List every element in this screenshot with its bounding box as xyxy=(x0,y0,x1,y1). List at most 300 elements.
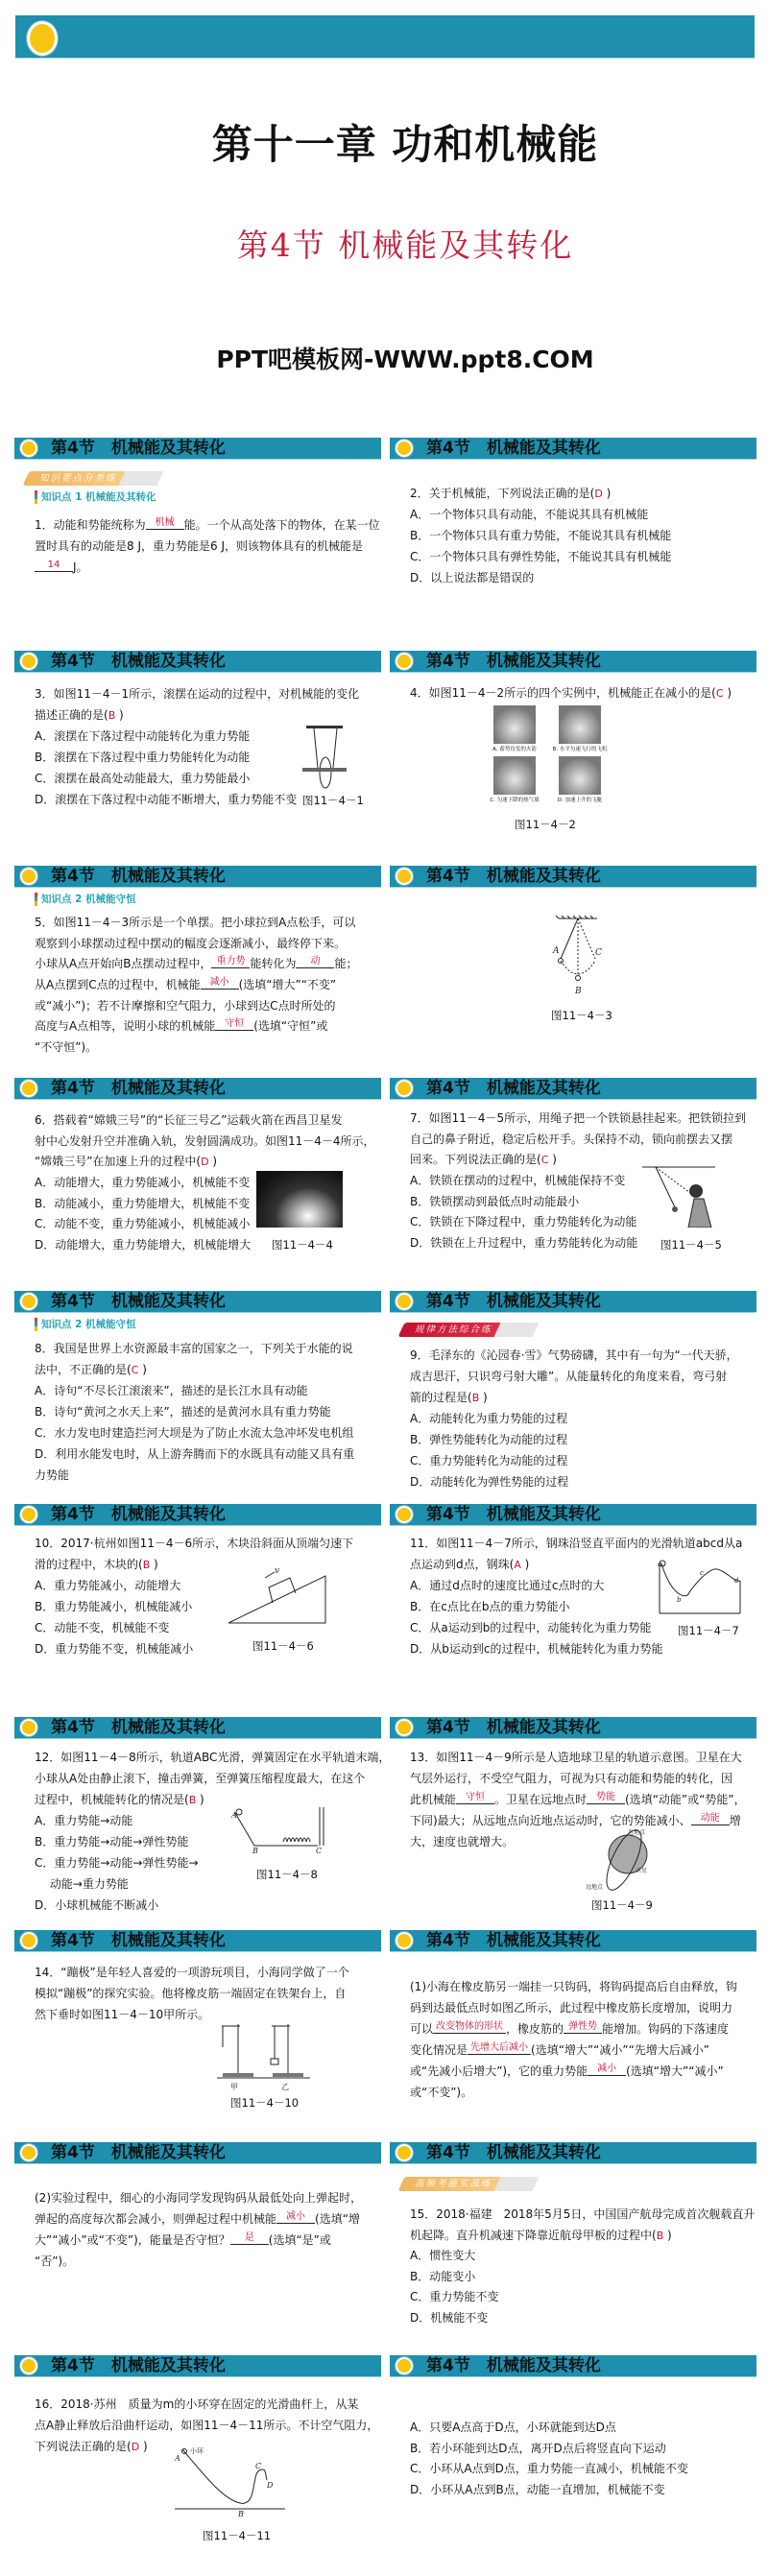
text-line xyxy=(410,2205,755,2226)
text: C．滚摆在最高处动能最大，重力势能最小 xyxy=(35,772,251,785)
text: D．从b运动到c的过程中，机械能转化为重力势能 xyxy=(410,1642,663,1656)
chapter-title: 第十一章 功和机械能 xyxy=(211,121,599,168)
sun-logo-icon xyxy=(396,1080,413,1097)
title-slide-header-bar xyxy=(15,15,755,59)
figure-label: 小环 xyxy=(190,2447,204,2455)
choice-answer: A xyxy=(514,1559,521,1571)
text: 描述正确的是( xyxy=(35,708,108,722)
text-line xyxy=(35,2251,362,2272)
text: D．动能增大，重力势能增大，机械能增大 xyxy=(35,1238,252,1252)
question-text xyxy=(35,913,357,1059)
slide-header-bar xyxy=(390,2355,756,2377)
choice-answer: C xyxy=(540,1154,549,1167)
choice-answer: D xyxy=(131,2441,140,2453)
text-line xyxy=(410,2267,755,2288)
text: 码到达最低点时如图乙所示，此过程中橡皮筋长度增加，说明力 xyxy=(410,2001,733,2015)
text: C．动能不变，机械能不变 xyxy=(35,1621,170,1634)
fill-in-answer: 守恒 xyxy=(215,1018,253,1031)
text: 法中，不正确的是( xyxy=(35,1363,132,1376)
slide xyxy=(14,1291,381,1504)
slide-header-title: 第4节 机械能及其转化 xyxy=(426,1505,601,1524)
text-line xyxy=(35,1110,375,1132)
figure-label: 卫星 xyxy=(636,1868,648,1874)
photo-caption: A. 蓄势待发的火箭 xyxy=(492,747,537,752)
slide-header-title: 第4节 机械能及其转化 xyxy=(51,652,226,671)
slide-header-title: 第4节 机械能及其转化 xyxy=(51,2143,226,2162)
text: 高度与A点相等，说明小球的机械能 xyxy=(35,1019,216,1034)
text: 10．2017·杭州如图11－4－6所示，木块沿斜面从顶端匀速下 xyxy=(35,1537,354,1550)
figure-label: 远地点 xyxy=(586,1884,604,1891)
text: 14．“蹦极”是年轻人喜爱的一项游玩项目，小海同学做了一个 xyxy=(35,1966,349,1979)
question-text xyxy=(35,1747,390,1916)
photo-caption: C. 匀速下降的热气球 xyxy=(490,798,540,803)
text-line xyxy=(35,954,357,975)
figure-caption: 图11－4－4 xyxy=(272,1238,333,1252)
text-line xyxy=(410,1408,738,1429)
photo-image xyxy=(493,705,536,744)
text-line xyxy=(410,2039,737,2061)
figure-satellite-orbit xyxy=(586,1829,664,1895)
text-line xyxy=(35,683,359,704)
text-line xyxy=(410,546,671,567)
slide-header-title: 第4节 机械能及其转化 xyxy=(426,1931,601,1950)
text-line xyxy=(35,975,357,996)
text: 2．关于机械能，下列说法正确的是( xyxy=(410,487,595,500)
question-text xyxy=(410,2205,755,2329)
text-line xyxy=(35,1533,353,1554)
text: 15．2018·福建 2018年5月5日，中国国产航母完成首次舰载直升 xyxy=(410,2207,756,2221)
figure-label: B xyxy=(252,1847,258,1853)
slide xyxy=(14,866,381,1079)
text: 弹起的高度每次都会减小，则弹起过程中机械能 xyxy=(35,2212,277,2226)
figure-pendulum xyxy=(551,915,605,1000)
choice-answer: B xyxy=(656,2229,664,2242)
text: 3．如图11－4－1所示，滚摆在运动的过程中，对机械能的变化 xyxy=(35,687,360,701)
text-line xyxy=(35,2415,378,2436)
text: ) xyxy=(520,1558,530,1571)
text: 射中心发射升空并准确入轨，发射圆满成功。如图11－4－4所示， xyxy=(35,1133,375,1148)
sun-logo-icon xyxy=(20,653,37,670)
text-line xyxy=(35,1359,354,1380)
text-line xyxy=(410,567,671,588)
fill-in-answer: 机械 xyxy=(146,517,184,530)
text: “不守恒”)。 xyxy=(35,1040,98,1055)
text: 置时具有的动能是8 J，重力势能是6 J，则该物体具有的机械能是 xyxy=(35,539,363,553)
slide xyxy=(390,2142,756,2355)
text-line xyxy=(35,2187,362,2208)
sun-logo-icon xyxy=(20,2357,37,2374)
text: 下列说法正确的是( xyxy=(35,2440,132,2453)
slide-header-title: 第4节 机械能及其转化 xyxy=(426,867,601,886)
slide-header-title: 第4节 机械能及其转化 xyxy=(426,2356,601,2375)
figure-label: a xyxy=(658,1561,662,1568)
text: 或“减小”)；若不计摩擦和空气阻力，小球到达C点时所处的 xyxy=(35,998,336,1013)
text: 能增加。钩码的下落速度 xyxy=(602,2022,730,2036)
slide xyxy=(14,1504,381,1717)
text: “否”)。 xyxy=(35,2254,75,2268)
text-line xyxy=(35,1152,375,1173)
choice-answer: C xyxy=(715,687,724,700)
text: 8．我国是世界上水资源最丰富的国家之一，下列关于水能的说 xyxy=(35,1342,353,1355)
text: 过程中，机械能转化的情况是( xyxy=(35,1793,189,1806)
slide-header-title: 第4节 机械能及其转化 xyxy=(51,1292,226,1311)
fill-in-answer: 先增大后减小 xyxy=(468,2042,531,2055)
text-line xyxy=(35,1895,390,1916)
slide xyxy=(14,2142,381,2355)
text-line xyxy=(410,2226,755,2247)
slide xyxy=(390,866,756,1079)
sun-logo-icon xyxy=(396,653,413,670)
figure-label: C xyxy=(255,2462,262,2470)
text: 或“不变”)。 xyxy=(410,2086,473,2099)
text-line xyxy=(35,2230,362,2251)
figure-iron-stands xyxy=(217,2022,310,2095)
slide-header-bar xyxy=(14,438,381,460)
question-text xyxy=(35,1338,354,1486)
figure-label: B xyxy=(575,987,582,996)
figure-spring-track xyxy=(231,1807,324,1857)
figure-caption: 图11－4－9 xyxy=(591,1898,653,1912)
text-line xyxy=(35,1132,375,1153)
photo-item xyxy=(551,705,609,752)
question-text xyxy=(410,1345,738,1492)
question-text xyxy=(35,514,380,578)
text-line xyxy=(410,1366,738,1387)
text-line xyxy=(35,2394,378,2415)
sun-logo-icon xyxy=(20,2144,37,2161)
text-line xyxy=(410,2439,688,2460)
text-line xyxy=(410,1130,746,1151)
figure-caption: 图11－4－11 xyxy=(203,2529,272,2542)
text: D．滚摆在下落过程中动能不断增大，重力势能不变 xyxy=(35,793,298,806)
question-text xyxy=(410,1976,737,2103)
text: 下同)最大；从远地点向近地点运动时，它的势能减小、 xyxy=(410,1814,691,1827)
question-text xyxy=(410,1747,746,1852)
slide-header-bar xyxy=(390,1717,756,1739)
text-line xyxy=(410,1450,738,1471)
text-line xyxy=(410,525,671,546)
text-line xyxy=(410,1976,737,1997)
text: ，橡皮筋的 xyxy=(506,2022,564,2036)
slide-header-bar xyxy=(390,651,756,673)
text-line xyxy=(410,2061,737,2082)
text: A．动能增大，重力势能减小，机械能不变 xyxy=(35,1176,251,1190)
text-line xyxy=(35,1038,357,1059)
site-watermark: PPT吧模板网-WWW.ppt8.COM xyxy=(216,346,594,373)
text: 成吉思汗，只识弯弓射大雕”。从能量转化的角度来看，弯弓射 xyxy=(410,1370,728,1383)
text: ) xyxy=(548,1153,557,1167)
figure-caption: 图11－4－8 xyxy=(256,1868,318,1881)
figure-caption: 图11－4－10 xyxy=(230,2096,300,2110)
text: B．铁锁摆动到最低点时动能最小 xyxy=(410,1194,580,1208)
text-line xyxy=(410,1387,738,1408)
text: C．重力势能转化为动能的过程 xyxy=(410,1454,568,1467)
slide-header-title: 第4节 机械能及其转化 xyxy=(426,439,601,458)
slide xyxy=(14,1930,381,2143)
text-line xyxy=(410,1533,742,1554)
text: C．一个物体只具有弹性势能，不能说其具有机械能 xyxy=(410,550,672,563)
sun-logo-icon xyxy=(20,1506,37,1523)
figure-label: D xyxy=(267,2481,274,2490)
slide xyxy=(390,1717,756,1930)
text: 点运动到d点，钢珠( xyxy=(410,1558,515,1571)
text: 可以 xyxy=(410,2022,434,2036)
slide-header-bar xyxy=(390,1078,756,1100)
text: (选填“增大”“不变” xyxy=(238,978,337,992)
text-line xyxy=(35,1789,390,1810)
figure-caption: 图11－4－6 xyxy=(252,1639,314,1653)
text: 7．如图11－4－5所示，用绳子把一个铁锁悬挂起来。把铁锁拉到 xyxy=(410,1111,747,1125)
photo-image xyxy=(493,756,536,795)
figure-curved-rod xyxy=(175,2445,285,2521)
photo-item xyxy=(551,756,609,803)
slide-header-bar xyxy=(14,1078,381,1100)
section-title: 第4节 机械能及其转化 xyxy=(236,227,574,264)
text: B．弹性势能转化为动能的过程 xyxy=(410,1433,568,1446)
text-line xyxy=(410,1768,746,1789)
text: (选填“是”或 xyxy=(268,2233,331,2247)
text-line xyxy=(35,1831,390,1852)
photo-caption: D. 加速上升的飞艇 xyxy=(557,798,603,803)
figure-label: C xyxy=(316,1847,323,1853)
text-line xyxy=(35,514,380,536)
choice-answer: B xyxy=(471,1392,480,1404)
rocket-launch-photo xyxy=(256,1171,343,1228)
choice-answer: D xyxy=(594,488,603,500)
text: D．小环从A点到B点，动能一直增加，机械能不变 xyxy=(410,2482,665,2496)
text: 动能→重力势能 xyxy=(35,1877,129,1891)
slide-header-bar xyxy=(14,1291,381,1313)
text: 能； xyxy=(334,957,358,971)
knowledge-point-label: 知识点 2 机械能守恒 xyxy=(35,1318,136,1331)
sun-logo-icon xyxy=(396,2144,413,2161)
text: ) xyxy=(115,708,124,722)
text: A．惯性变大 xyxy=(410,2249,476,2263)
slide-header-title: 第4节 机械能及其转化 xyxy=(51,2356,226,2375)
text-line xyxy=(410,2308,755,2329)
text-line xyxy=(410,1429,738,1450)
text: C．从a运动到b的过程中，动能转化为重力势能 xyxy=(410,1621,652,1634)
text: 9．毛泽东的《沁园春·雪》气势磅礴，其中有一句为“一代天骄， xyxy=(410,1348,738,1362)
text: D．动能转化为弹性势能的过程 xyxy=(410,1475,569,1489)
slide-header-bar xyxy=(390,1291,756,1313)
text: 回来。下列说法正确的是( xyxy=(410,1153,541,1167)
text: 能。一个从高处落下的物体，在某一位 xyxy=(183,518,380,532)
sun-logo-icon xyxy=(396,1293,413,1310)
figure-caption: 图11－4－2 xyxy=(515,818,576,831)
fill-in-answer: 守恒 xyxy=(456,1792,494,1804)
text-line xyxy=(35,557,380,578)
text: A．滚摆在下落过程中动能转化为重力势能 xyxy=(35,729,251,743)
sun-logo-icon xyxy=(396,1932,413,1949)
text: 13．如图11－4－9所示是人造地球卫星的轨道示意图。卫星在大 xyxy=(410,1751,742,1764)
text: 能转化为 xyxy=(250,957,297,971)
text: A．铁锁在摆动的过程中，机械能保持不变 xyxy=(410,1174,626,1188)
text: (选填“动能”或“势能”， xyxy=(625,1793,746,1806)
text-line xyxy=(35,1873,390,1895)
sun-logo-icon xyxy=(396,440,413,457)
text: 滑的过程中，木块的( xyxy=(35,1558,143,1571)
text: A．动能转化为重力势能的过程 xyxy=(410,1412,568,1425)
text-line xyxy=(35,1016,357,1038)
text: D．小球机械能不断减小 xyxy=(35,1898,159,1912)
fill-in-answer: 减小 xyxy=(276,2211,315,2224)
text-line xyxy=(35,1768,390,1789)
figure-label: b xyxy=(677,1596,682,1604)
text: 从A点摆到C点的过程中，机械能 xyxy=(35,978,201,992)
text-line xyxy=(410,2018,737,2039)
slide-header-title: 第4节 机械能及其转化 xyxy=(426,2143,601,2162)
text: D．铁锁在上升过程中，重力势能转化为动能 xyxy=(410,1236,638,1251)
text: 增 xyxy=(729,1814,741,1827)
figure-label: c xyxy=(700,1569,704,1577)
text: ) xyxy=(663,2228,672,2242)
slide-header-bar xyxy=(390,438,756,460)
text: 5．如图11－4－3所示是一个单摆。把小球拉到A点松手，可以 xyxy=(35,916,356,929)
sun-logo-icon xyxy=(396,868,413,885)
slide-header-title: 第4节 机械能及其转化 xyxy=(51,1718,226,1737)
text-line xyxy=(35,996,357,1017)
text: C．小环从A点到D点，重力势能一直减小，机械能不变 xyxy=(410,2462,688,2476)
slide-header-bar xyxy=(390,1930,756,1952)
text-line xyxy=(35,1962,349,1983)
text-line xyxy=(35,1810,390,1831)
text: ) xyxy=(479,1391,488,1404)
text: ) xyxy=(139,2440,148,2453)
fill-in-answer: 改变物体的形状 xyxy=(433,2021,506,2034)
text: ) xyxy=(208,1155,218,1169)
text-line xyxy=(410,1810,746,1831)
text: B．动能减小，重力势能增大，机械能不变 xyxy=(35,1196,251,1210)
text-line xyxy=(410,1997,737,2018)
choice-answer: B xyxy=(142,1559,151,1571)
slide-header-title: 第4节 机械能及其转化 xyxy=(51,1931,226,1950)
text: B．滚摆在下落过程中重力势能转化为动能 xyxy=(35,751,251,764)
text: B．在c点比在b点的重力势能小 xyxy=(410,1600,570,1613)
text-line xyxy=(410,2082,737,2103)
fill-in-answer: 减小 xyxy=(588,2063,626,2076)
text: C．动能不变，重力势能减小，机械能减小 xyxy=(35,1217,251,1231)
section-banner: 规律方法综合练 xyxy=(401,1323,536,1337)
slide-header-bar xyxy=(14,2142,381,2164)
text: 力势能 xyxy=(35,1468,70,1482)
slide xyxy=(390,1930,756,2143)
text-line xyxy=(35,934,357,955)
text: 11．如图11－4－7所示，钢珠沿竖直平面内的光滑轨道abcd从a xyxy=(410,1537,743,1550)
text-line xyxy=(410,1747,746,1768)
sun-logo-icon xyxy=(396,1506,413,1523)
text: (1)小海在橡皮筋另一端挂一只钩码，将钩码提高后自由释放，钩 xyxy=(410,1980,738,1993)
fill-in-answer: 动 xyxy=(296,956,334,968)
choice-answer: B xyxy=(188,1794,197,1806)
text-line xyxy=(35,1747,390,1768)
figure-caption: 图11－4－7 xyxy=(678,1624,739,1637)
text-line xyxy=(35,1380,354,1401)
sun-logo-icon xyxy=(20,868,37,885)
slide-header-title: 第4节 机械能及其转化 xyxy=(51,439,226,458)
text-line xyxy=(35,536,380,557)
text: C．水力发电时建造拦河大坝是为了防止水流太急冲坏发电机组 xyxy=(35,1426,354,1440)
text: ) xyxy=(602,487,612,500)
text: (选填“增大”“减小” xyxy=(626,2064,724,2078)
text-line xyxy=(35,2208,362,2230)
slide-header-title: 第4节 机械能及其转化 xyxy=(426,652,601,671)
figure-label: A xyxy=(231,1811,237,1820)
text: 。卫星在远地点时 xyxy=(494,1793,588,1806)
slide-header-bar xyxy=(14,2355,381,2377)
text: 点A静止释放后沿曲杆运动，如图11－4－11所示。不计空气阻力， xyxy=(35,2419,379,2432)
text-line xyxy=(410,2418,688,2439)
choice-answer: B xyxy=(108,709,116,722)
slide xyxy=(390,2355,756,2568)
text-line xyxy=(410,2459,688,2480)
photo-image xyxy=(559,705,601,744)
fill-in-answer: 动能 xyxy=(691,1813,730,1825)
fill-in-answer: 重力势 xyxy=(211,956,250,968)
text-line xyxy=(410,1638,742,1659)
text-line xyxy=(410,1831,746,1852)
figure-roller-pendulum xyxy=(300,725,348,794)
text: 机起降。直升机减速下降靠近航母甲板的过程中( xyxy=(410,2228,657,2242)
figure-caption: 图11－4－3 xyxy=(551,1009,612,1022)
text: “嫦娥三号”在加速上升的过程中( xyxy=(35,1155,202,1169)
text: 或“先减小后增大”)，它的重力势能 xyxy=(410,2064,588,2078)
text: C．重力势能不变 xyxy=(410,2290,499,2304)
slide xyxy=(390,651,756,864)
slide-header-bar xyxy=(390,866,756,888)
text-line xyxy=(410,1471,738,1492)
figure-label: d xyxy=(734,1577,739,1585)
slide xyxy=(390,438,756,651)
slide xyxy=(14,651,381,864)
text: (选填“守恒”或 xyxy=(253,1019,328,1034)
text: J。 xyxy=(73,561,88,574)
sun-logo-icon xyxy=(20,1293,37,1310)
text: 箭的过程是( xyxy=(410,1391,472,1404)
text: B．重力势能减小，机械能减小 xyxy=(35,1600,193,1613)
text-line xyxy=(35,1338,354,1359)
text-line xyxy=(410,504,671,525)
slide xyxy=(14,1717,391,1930)
slide xyxy=(14,1078,381,1291)
text: ) xyxy=(196,1793,204,1806)
text: 小球从A处由静止滚下，撞击弹簧，至弹簧压缩程度最大，在这个 xyxy=(35,1772,366,1785)
knowledge-point-label: 知识点 2 机械能守恒 xyxy=(35,893,136,906)
text: B．动能变小 xyxy=(410,2269,476,2283)
text-line xyxy=(35,704,359,726)
figure-incline xyxy=(227,1566,327,1629)
sun-logo-icon xyxy=(20,1932,37,1949)
figure-label: C xyxy=(595,948,602,958)
text-line xyxy=(35,1443,354,1465)
text: A．诗句“不尽长江滚滚来”，描述的是长江水具有动能 xyxy=(35,1384,308,1397)
text: A．重力势能→动能 xyxy=(35,1814,133,1827)
figure-label: v xyxy=(275,1566,280,1576)
choice-answer: C xyxy=(131,1364,139,1376)
slide-header-bar xyxy=(14,1504,381,1526)
sun-logo-icon xyxy=(20,1080,37,1097)
section-banner: 高频考题实战练 xyxy=(401,2177,536,2191)
slide-header-title: 第4节 机械能及其转化 xyxy=(426,1079,601,1098)
sun-logo-icon xyxy=(27,21,58,56)
slide xyxy=(14,438,381,651)
text: C．铁锁在下降过程中，重力势能转化为动能 xyxy=(410,1215,637,1229)
sun-logo-icon xyxy=(20,1719,37,1736)
fill-in-answer: 14 xyxy=(35,560,73,572)
text: 观察到小球摆动过程中摆动的幅度会逐渐减小，最终停下来。 xyxy=(35,936,347,950)
text-line xyxy=(410,2246,755,2267)
question-text xyxy=(410,483,671,588)
